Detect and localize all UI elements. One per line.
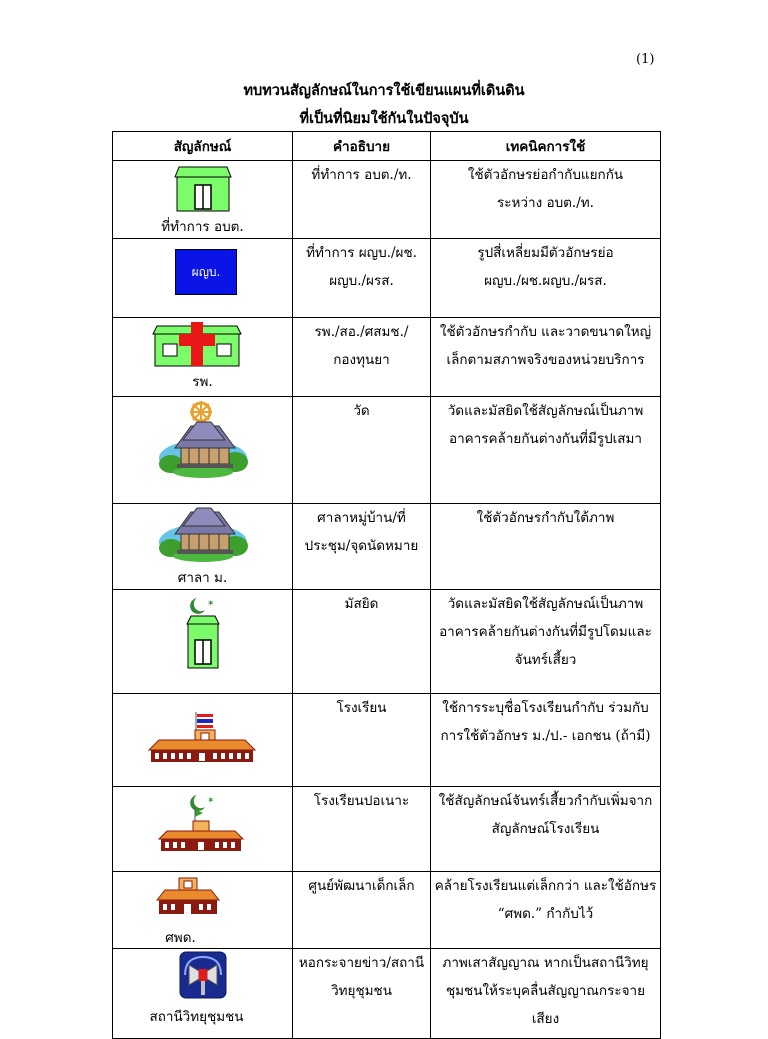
technique-line: คล้ายโรงเรียนแต่เล็กกว่า และใช้อักษร — [434, 878, 657, 894]
table-header-row — [113, 132, 661, 161]
symbol-caption: ที่ทำการ อบต. — [161, 219, 244, 235]
symbol-cell — [113, 239, 293, 318]
technique-line: ภาพเสาสัญญาณ หากเป็นสถานีวิทยุ — [442, 955, 649, 971]
technique-cell — [431, 318, 661, 397]
table-row — [113, 397, 661, 504]
technique-line: สัญลักษณ์โรงเรียน — [491, 821, 600, 837]
technique-line: เล็กตามสภาพจริงของหน่วยบริการ — [446, 352, 645, 368]
description-cell — [293, 239, 431, 318]
description-line: ประชุม/จุดนัดหมาย — [304, 538, 419, 554]
technique-line: ชุมชนให้ระบุคลื่นสัญญาณกระจาย — [446, 983, 645, 999]
hospital-red-cross-icon — [151, 320, 243, 368]
green-office-building-icon — [171, 165, 235, 213]
technique-cell — [431, 590, 661, 694]
school-flag-icon — [145, 712, 259, 766]
technique-cell — [431, 872, 661, 949]
description-cell — [293, 318, 431, 397]
technique-line: ใช้ตัวอักษรย่อกำกับแยกกัน — [467, 167, 624, 183]
technique-line: “ศพด.” กำกับไว้ — [497, 906, 594, 922]
description-line: ที่ทำการ อบต./ท. — [311, 167, 412, 183]
document-subtitle: ที่เป็นที่นิยมใช้กันในปัจจุบัน — [299, 110, 469, 127]
symbol-caption: รพ. — [192, 374, 213, 390]
blue-square-icon — [175, 249, 237, 295]
symbol-caption: ศพด. — [165, 930, 196, 946]
technique-cell — [431, 161, 661, 239]
temple-dharma-wheel-icon — [157, 400, 249, 482]
technique-cell — [431, 239, 661, 318]
technique-line: ใช้ตัวอักษรกำกับ และวาดขนาดใหญ่ — [439, 324, 652, 340]
symbol-cell — [113, 694, 293, 787]
description-line: วัด — [353, 403, 370, 419]
description-cell — [293, 949, 431, 1039]
header-symbol: สัญลักษณ์ — [113, 132, 293, 161]
description-line: หอกระจายข่าว/สถานี — [298, 955, 425, 971]
table-row — [113, 694, 661, 787]
symbol-cell — [113, 161, 293, 239]
technique-cell — [431, 787, 661, 872]
description-cell — [293, 694, 431, 787]
page-number: (1) — [636, 52, 655, 67]
svg-text:✶: ✶ — [207, 599, 215, 609]
mosque-crescent-icon — [183, 594, 223, 670]
table-row — [113, 504, 661, 590]
header-description: คำอธิบาย — [293, 132, 431, 161]
technique-line: การใช้ตัวอักษร ม./ป.- เอกชน (ถ้ามี) — [440, 728, 651, 744]
technique-line: วัดและมัสยิดใช้สัญลักษณ์เป็นภาพ — [447, 403, 644, 419]
symbol-cell — [113, 504, 293, 590]
loudspeaker-tower-icon — [179, 951, 227, 999]
symbol-cell — [113, 318, 293, 397]
table-row — [113, 161, 661, 239]
table-row — [113, 787, 661, 872]
technique-line: เสียง — [531, 1011, 560, 1027]
table-row — [113, 590, 661, 694]
child-center-building-icon — [155, 876, 221, 918]
technique-line: อาคารคล้ายกันต่างกันที่มีรูปเสมา — [448, 431, 643, 447]
description-cell — [293, 397, 431, 504]
description-line: ผญบ./ผรส. — [329, 273, 394, 289]
description-line: โรงเรียนปอเนาะ — [313, 793, 410, 809]
technique-line: รูปสี่เหลี่ยมมีตัวอักษรย่อ — [477, 245, 614, 261]
description-line: วิทยุชุมชน — [331, 983, 392, 999]
technique-line: ใช้การระบุชื่อโรงเรียนกำกับ ร่วมกับ — [442, 700, 649, 716]
description-line: รพ./สอ./ศสมช./ — [314, 324, 409, 340]
technique-line: ใช้ตัวอักษรกำกับใต้ภาพ — [476, 510, 615, 526]
symbol-caption: ศาลา ม. — [177, 570, 228, 586]
description-cell — [293, 161, 431, 239]
svg-text:✶: ✶ — [207, 796, 215, 806]
symbol-legend-table — [112, 131, 661, 1039]
village-hall-icon — [157, 506, 249, 564]
description-cell — [293, 872, 431, 949]
symbol-cell — [113, 949, 293, 1039]
description-line: ศาลาหมู่บ้าน/ที่ — [317, 510, 406, 526]
header-technique: เทคนิคการใช้ — [431, 132, 661, 161]
technique-cell — [431, 397, 661, 504]
description-cell — [293, 504, 431, 590]
description-line: โรงเรียน — [336, 700, 387, 716]
table-row — [113, 239, 661, 318]
technique-line: อาคารคล้ายกันต่างกันที่มีรูปโดมและ — [439, 624, 652, 640]
table-row — [113, 949, 661, 1039]
document-title: ทบทวนสัญลักษณ์ในการใช้เขียนแผนที่เดินดิน — [243, 82, 525, 99]
symbol-cell — [113, 872, 293, 949]
description-line: ที่ทำการ ผญบ./ผช. — [306, 245, 417, 261]
pondok-school-crescent-icon — [155, 793, 247, 857]
symbol-cell — [113, 590, 293, 694]
technique-cell — [431, 949, 661, 1039]
symbol-cell — [113, 787, 293, 872]
description-line: มัสยิด — [344, 596, 379, 612]
technique-cell — [431, 504, 661, 590]
technique-line: วัดและมัสยิดใช้สัญลักษณ์เป็นภาพ — [447, 596, 644, 612]
symbol-cell — [113, 397, 293, 504]
symbol-caption: สถานีวิทยุชุมชน — [149, 1009, 244, 1025]
blue-square-label: ผญบ. — [191, 265, 221, 279]
description-cell — [293, 787, 431, 872]
table-row — [113, 318, 661, 397]
description-line: กองทุนยา — [333, 352, 390, 368]
table-row — [113, 872, 661, 949]
description-line: ศูนย์พัฒนาเด็กเล็ก — [308, 878, 415, 894]
technique-line: จันทร์เสี้ยว — [514, 652, 577, 668]
technique-cell — [431, 694, 661, 787]
technique-line: ผญบ./ผช.ผญบ./ผรส. — [484, 273, 607, 289]
description-cell — [293, 590, 431, 694]
technique-line: ระหว่าง อบต./ท. — [497, 195, 594, 211]
technique-line: ใช้สัญลักษณ์จันทร์เสี้ยวกำกับเพิ่มจาก — [438, 793, 653, 809]
